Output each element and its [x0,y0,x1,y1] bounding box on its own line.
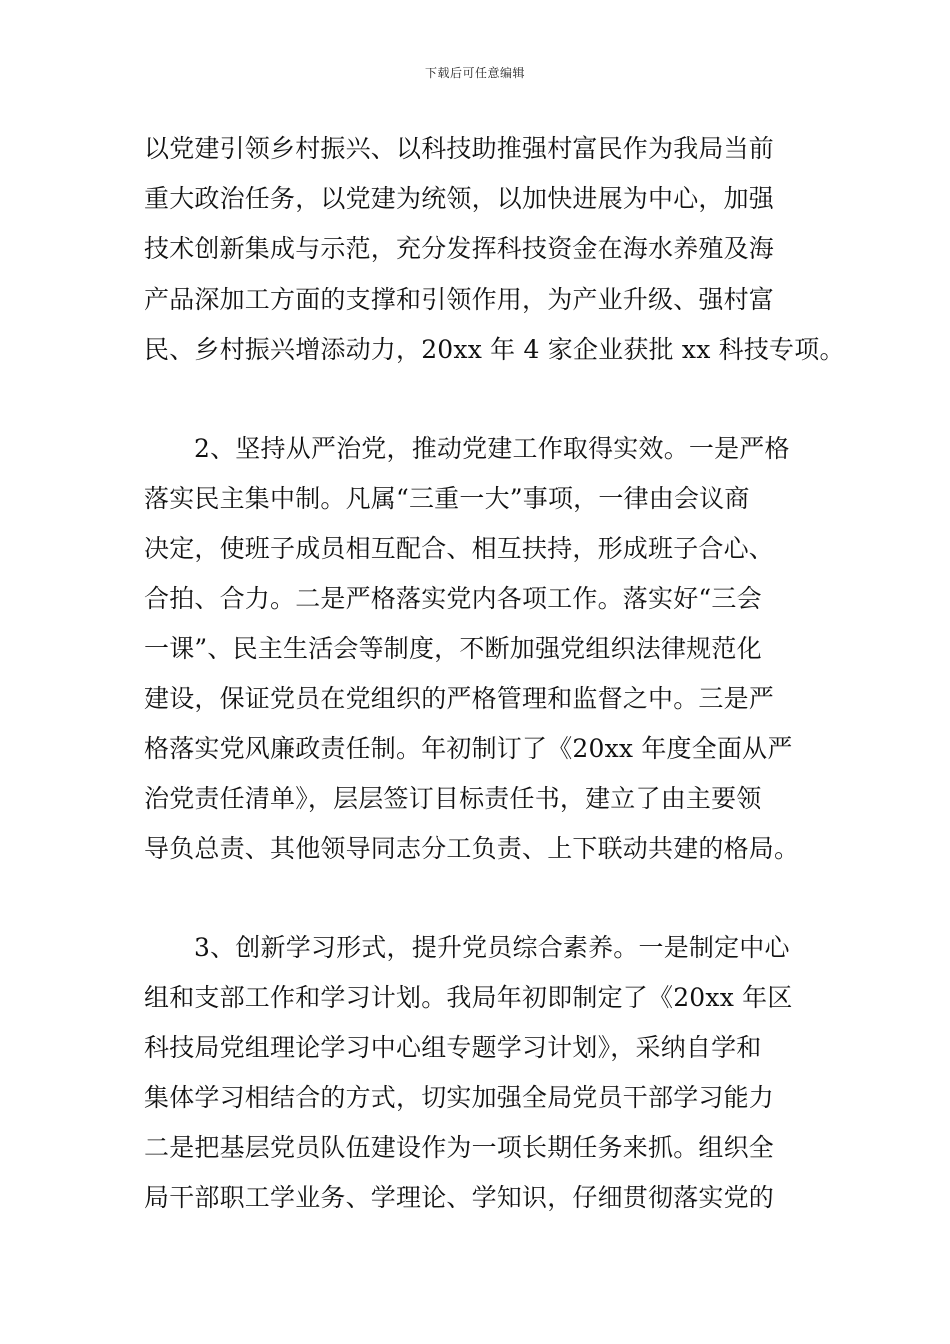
paragraph-line: 一课”、民主生活会等制度，不断加强党组织法律规范化 [144,634,762,663]
paragraph-line: 以党建引领乡村振兴、以科技助推强村富民作为我局当前 [144,134,775,163]
page-header: 下载后可任意编辑 [424,66,525,80]
paragraph-line: 格落实党风廉政责任制。年初制订了《20xx 年度全面从严 [144,734,793,763]
paragraph-line: 2、坚持从严治党，推动党建工作取得实效。一是严格 [194,434,790,463]
paragraph-line: 产品深加工方面的支撑和引领作用，为产业升级、强村富 [144,285,775,314]
paragraph-line: 决定，使班子成员相互配合、相互扶持，形成班子合心、 [144,534,775,563]
paragraph-line: 组和支部工作和学习计划。我局年初即制定了《20xx 年区 [144,983,793,1012]
paragraph-line: 科技局党组理论学习中心组专题学习计划》，采纳自学和 [144,1033,762,1062]
paragraph-line: 技术创新集成与示范，充分发挥科技资金在海水养殖及海 [144,234,775,263]
paragraph-line: 民、乡村振兴增添动力，20xx 年 4 家企业获批 xx 科技专项。 [144,335,845,364]
paragraph-line: 集体学习相结合的方式，切实加强全局党员干部学习能力 [144,1083,775,1112]
paragraph-line: 3、创新学习形式，提升党员综合素养。一是制定中心 [194,933,790,962]
paragraph-line: 重大政治任务，以党建为统领，以加快进展为中心，加强 [144,184,775,213]
paragraph-line: 治党责任清单》，层层签订目标责任书，建立了由主要领 [144,784,762,813]
paragraph-line: 合拍、合力。二是严格落实党内各项工作。落实好“三会 [144,584,762,613]
paragraph-line: 建设，保证党员在党组织的严格管理和监督之中。三是严 [144,684,775,713]
paragraph-line: 局干部职工学业务、学理论、学知识，仔细贯彻落实党的 [144,1183,775,1212]
paragraph-line: 二是把基层党员队伍建设作为一项长期任务来抓。组织全 [144,1133,775,1162]
paragraph-line: 导负总责、其他领导同志分工负责、上下联动共建的格局。 [144,834,800,863]
paragraph-line: 落实民主集中制。凡属“三重一大”事项，一律由会议商 [144,484,750,513]
